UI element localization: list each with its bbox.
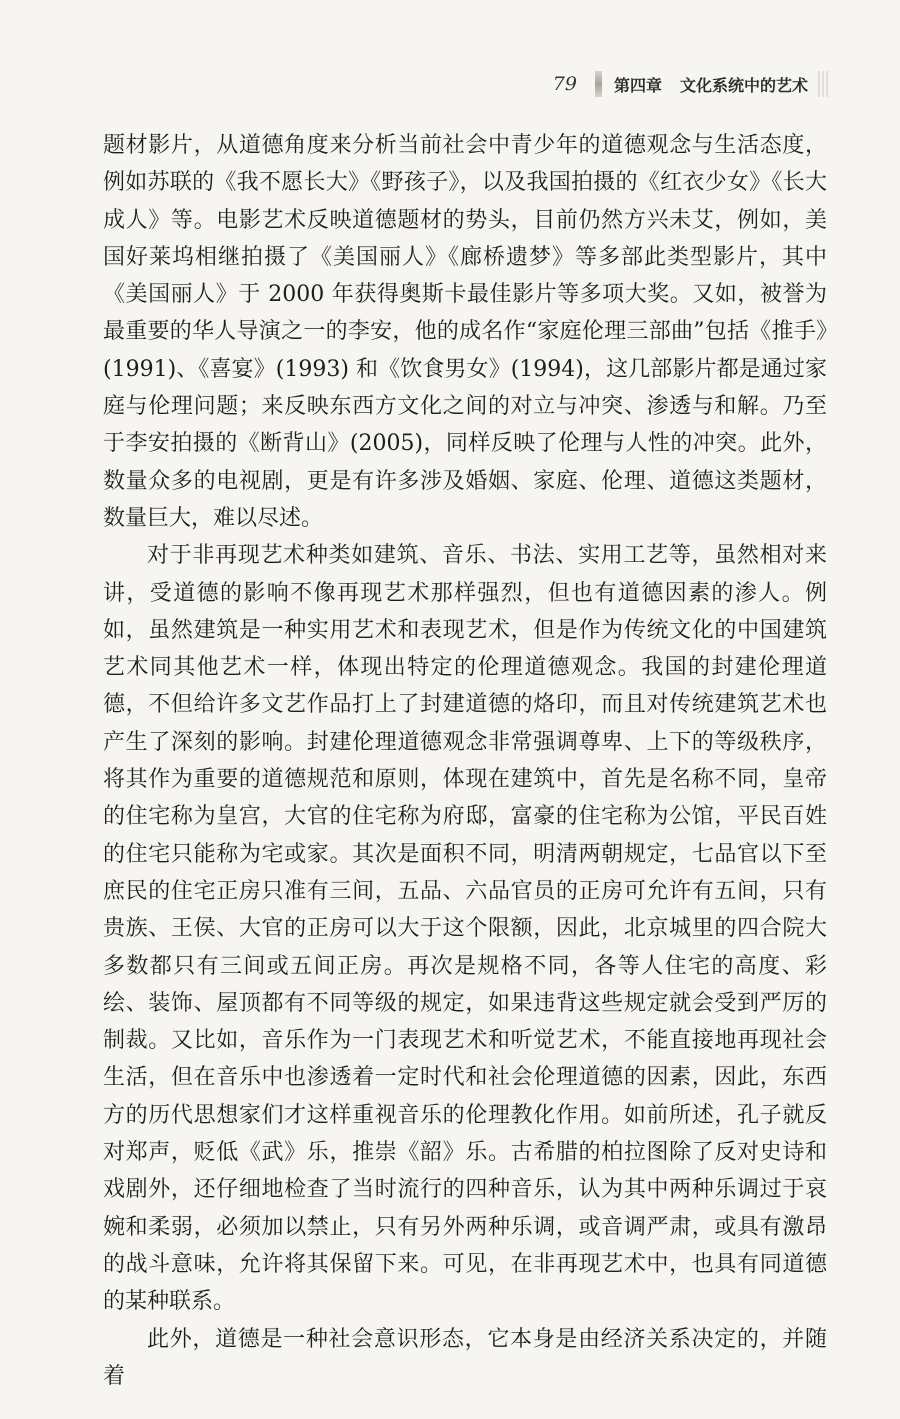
paragraph-morality-ideology: 此外，道德是一种社会意识形态，它本身是由经济关系决定的，并随着 <box>103 1326 827 1389</box>
header-divider-bar <box>595 71 602 97</box>
chapter-label: 第四章 <box>613 75 662 95</box>
body-text <box>103 127 827 1395</box>
header-decoration <box>818 71 828 97</box>
paragraph-non-representational-arts: 对于非再现艺术种类如建筑、音乐、书法、实用工艺等，虽然相对来讲，受道德的影响不像再现艺术那样强烈，但也有道德因素的渗人。例如，虽然建筑是一种实用艺术和表现艺术，但是作为传统文化的中国建筑艺术同其他艺术一样，体现出特定的伦理道德观念。我国的封建伦理道德，不但给许多文艺作品打上了封建道德的烙印，而且对传统建筑艺术也产生了深刻的影响。封建伦理道德观念非常强调尊卑、上下的等级秩序，将其作为重要的道德规范和原则，体现在建筑中，首先是名称不同，皇帝的住宅称为皇宫，大官的住宅称为府邸，富豪的住宅称为公馆，平民百姓的住宅只能称为宅或家。其次是面积不同，明清两朝规定，七品官以下至庶民的住宅正房只准有三间，五品、六品官员的正房可允许有五间，只有贵族、王侯、大官的正房可以大于这个限额，因此，北京城里的四合院大多数都只有三间或五间正房。再次是规格不同，各等人住宅的高度、彩绘、装饰、屋顶都有不同等级的规定，如果违背这些规定就会受到严厉的制裁。又比如，音乐作为一门表现艺术和听觉艺术，不能直接地再现社会生活，但在音乐中也渗透着一定时代和社会伦理道德的因素，因此，东西方的历代思想家们才这样重视音乐的伦理教化作用。如前所述，孔子就反对郑声，贬低《武》乐，推崇《韶》乐。古希腊的柏拉图除了反对史诗和戏剧外，还仔细地检查了当时流行的四种音乐，认为其中两种乐调过于哀婉和柔弱，必须加以禁止，只有另外两种乐调，或音调严肃，或具有激昂的战斗意味，允许将其保留下来。可见，在非再现艺术中，也具有同道德的某种联系。 <box>103 543 827 1315</box>
chapter-title: 文化系统中的艺术 <box>679 75 808 95</box>
paragraph-continued: 题材影片，从道德角度来分析当前社会中青少年的道德观念与生活态度，例如苏联的《我不愿长大》《野孩子》，以及我国拍摄的《红衣少女》《长大成人》等。电影艺术反映道德题材的势头，目前仍然方兴未艾，例如，美国好莱坞相继拍摄了《美国丽人》《廊桥遗梦》等多部此类型影片，其中《美国丽人》于 2000 年获得奥斯卡最佳影片等多项大奖。又如，被誉为最重要的华人导演之一的李安，他的成名作“家庭伦理三部曲”包括《推手》(1991)、《喜宴》(1993) 和《饮食男女》(1994)，这几部影片都是通过家庭与伦理问题；来反映东西方文化之间的对立与冲突、渗透与和解。乃至于李安拍摄的《断背山》(2005)，同样反映了伦理与人性的冲突。此外，数量众多的电视剧，更是有许多涉及婚姻、家庭、伦理、道德这类题材，数量巨大，难以尽述。 <box>103 133 827 531</box>
page-number: 79 <box>552 73 577 95</box>
running-header <box>553 68 828 100</box>
